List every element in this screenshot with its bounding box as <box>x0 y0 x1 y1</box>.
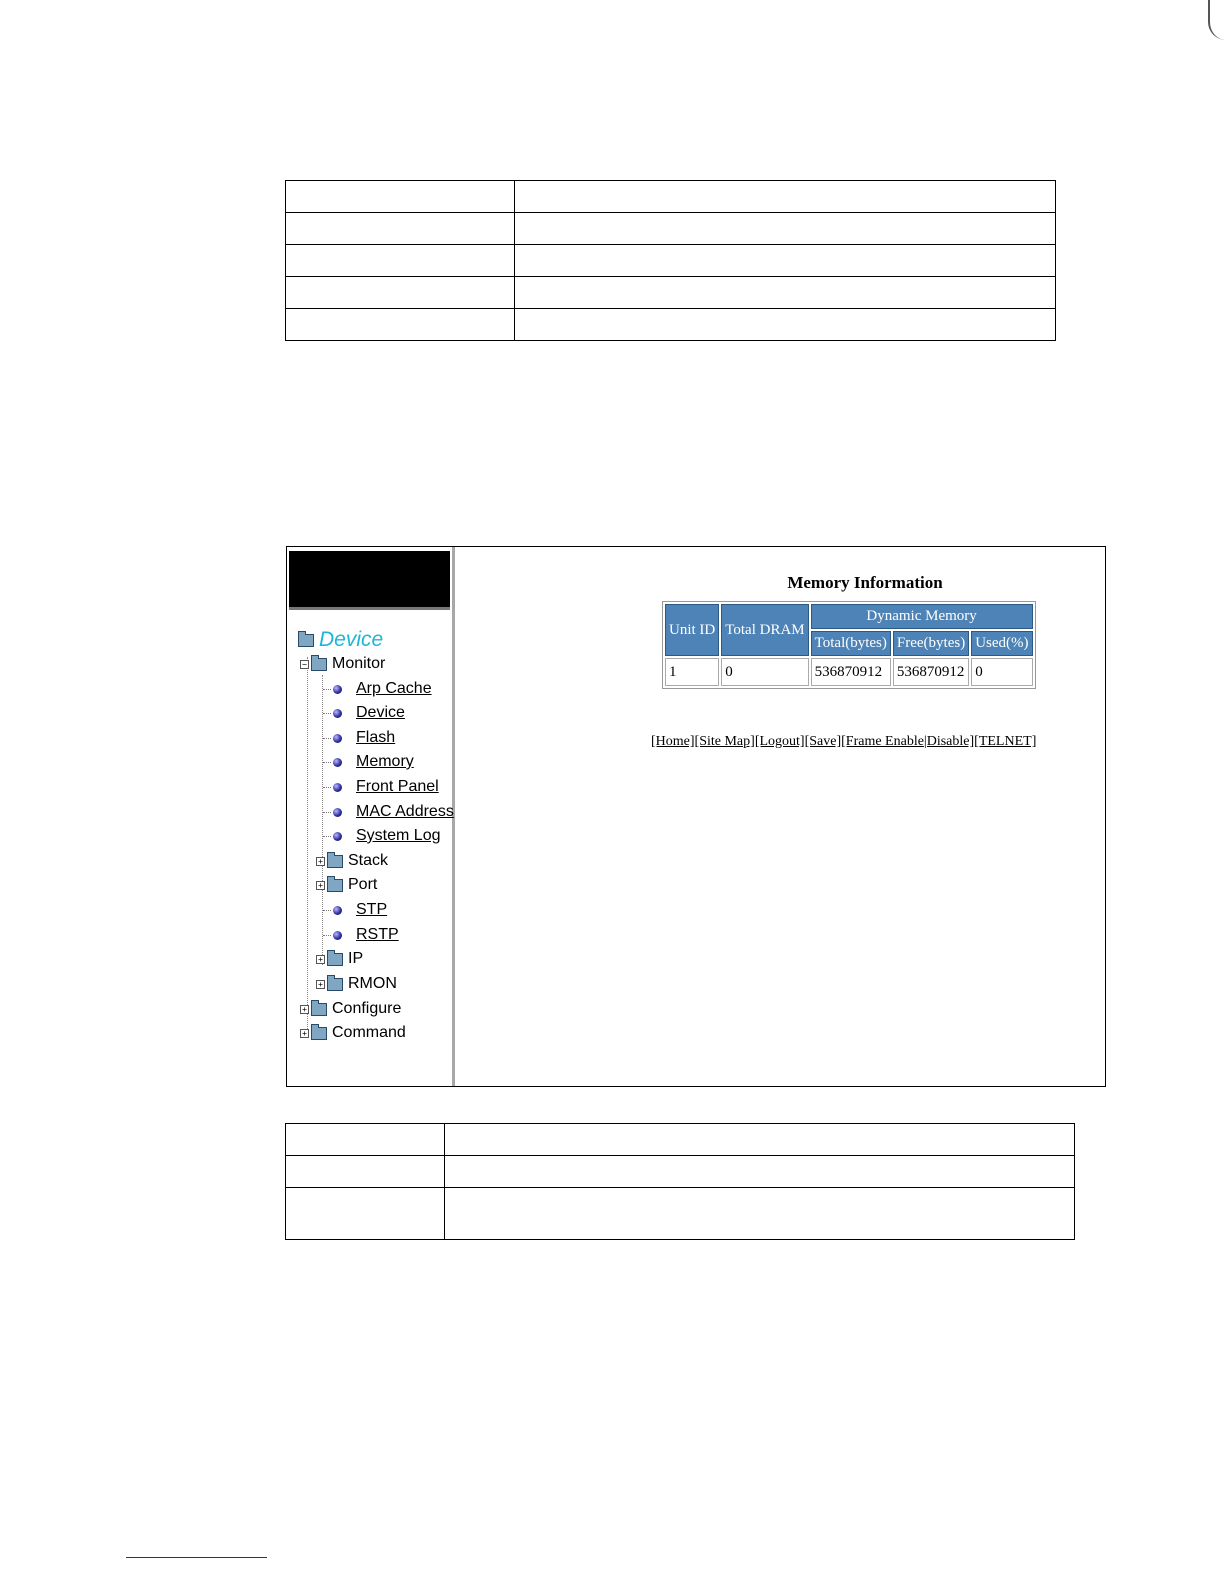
table-row <box>286 181 1056 213</box>
table-header-row <box>665 631 1033 656</box>
cell-unit-id: 1 <box>665 658 719 686</box>
tree-item-link[interactable]: Memory <box>356 753 414 770</box>
table-header-row <box>665 604 1033 629</box>
expand-icon[interactable]: + <box>316 857 325 866</box>
table-row <box>286 245 1056 277</box>
page-bullet-icon <box>333 808 342 817</box>
tree-item-device[interactable] <box>323 702 405 724</box>
tree-folder-monitor[interactable] <box>300 653 385 675</box>
page-bullet-icon <box>333 685 342 694</box>
tree-folder-rmon[interactable] <box>316 973 397 995</box>
frame-disable-link[interactable]: |Disable] <box>923 734 975 749</box>
cell-free-bytes: 536870912 <box>893 658 969 686</box>
page-bullet-icon <box>333 709 342 718</box>
page-bullet-icon <box>333 931 342 940</box>
bottom-empty-table <box>285 1123 1075 1240</box>
expand-icon[interactable]: + <box>300 1029 309 1038</box>
page-bullet-icon <box>333 832 342 841</box>
tree-folder-label: RMON <box>348 975 397 992</box>
cell-total-bytes: 536870912 <box>811 658 891 686</box>
tree-item-link[interactable]: Front Panel <box>356 778 439 795</box>
tree-folder-label: Command <box>332 1024 406 1041</box>
folder-open-icon <box>311 658 327 671</box>
folder-icon <box>311 1027 327 1040</box>
tree-item-link[interactable]: Device <box>356 704 405 721</box>
tree-item-flash[interactable] <box>323 727 395 749</box>
footnote-rule <box>126 1557 267 1558</box>
expand-icon[interactable]: + <box>316 881 325 890</box>
tree-item-memory[interactable] <box>323 751 414 773</box>
tree-item-front-panel[interactable] <box>323 776 439 798</box>
tree-folder-label: Monitor <box>332 655 386 672</box>
folder-icon <box>327 879 343 892</box>
tree-folder-label: Configure <box>332 1000 402 1017</box>
tree-folder-stack[interactable] <box>316 850 388 872</box>
tree-item-link[interactable]: Flash <box>356 729 396 746</box>
table-row <box>286 1124 1075 1156</box>
table-row <box>286 309 1056 341</box>
tree-item-mac-address[interactable] <box>323 801 454 823</box>
table-row <box>286 1188 1075 1240</box>
header-dynamic-memory: Dynamic Memory <box>811 604 1033 629</box>
page-bullet-icon <box>333 758 342 767</box>
tree-item-rstp[interactable] <box>323 924 399 946</box>
table-row <box>286 277 1056 309</box>
expand-icon[interactable]: + <box>316 955 325 964</box>
tree-folder-configure[interactable] <box>300 998 401 1020</box>
navigation-tree-pane <box>287 547 455 1086</box>
tree-root-label: Device <box>319 628 384 651</box>
folder-open-icon <box>298 634 314 647</box>
telnet-link[interactable]: [TELNET] <box>974 734 1037 749</box>
header-used-pct: Used(%) <box>971 631 1032 656</box>
tree-item-arp-cache[interactable] <box>323 678 432 700</box>
site-map-link[interactable]: [Site Map] <box>694 734 755 749</box>
header-unit-id: Unit ID <box>665 604 719 656</box>
memory-table <box>662 601 1036 689</box>
table-row <box>286 213 1056 245</box>
cell-used-pct: 0 <box>971 658 1032 686</box>
page-title: Memory Information <box>787 573 943 592</box>
table-row <box>665 658 1033 686</box>
cell-total-dram: 0 <box>721 658 808 686</box>
folder-icon <box>311 1003 327 1016</box>
page-bullet-icon <box>333 906 342 915</box>
tree-folder-port[interactable] <box>316 874 377 896</box>
expand-icon[interactable]: + <box>300 1005 309 1014</box>
collapse-icon[interactable]: − <box>300 660 309 669</box>
tree-item-link[interactable]: Arp Cache <box>356 680 432 697</box>
tree-folder-label: Port <box>348 876 378 893</box>
page-corner-edge <box>1208 0 1224 40</box>
header-total-bytes: Total(bytes) <box>811 631 891 656</box>
frame-enable-link[interactable]: [Frame Enable <box>841 734 924 749</box>
content-pane <box>455 547 1105 1086</box>
header-free-bytes: Free(bytes) <box>893 631 969 656</box>
tree-folder-label: IP <box>348 950 364 967</box>
folder-icon <box>327 855 343 868</box>
logo-banner <box>289 551 450 610</box>
tree-connector <box>307 657 308 1035</box>
table-row <box>286 1156 1075 1188</box>
folder-icon <box>327 978 343 991</box>
save-link[interactable]: [Save] <box>804 734 842 749</box>
tree-item-system-log[interactable] <box>323 825 440 847</box>
header-total-dram: Total DRAM <box>721 604 808 656</box>
page-bullet-icon <box>333 783 342 792</box>
tree-item-link[interactable]: RSTP <box>356 926 399 943</box>
folder-icon <box>327 953 343 966</box>
tree-folder-label: Stack <box>348 852 389 869</box>
top-empty-table <box>285 180 1056 341</box>
tree-item-stp[interactable] <box>323 899 387 921</box>
page-bullet-icon <box>333 734 342 743</box>
logout-link[interactable]: [Logout] <box>754 734 805 749</box>
tree-item-link[interactable]: MAC Address <box>356 803 454 820</box>
tree-item-link[interactable]: System Log <box>356 827 441 844</box>
tree-folder-ip[interactable] <box>316 948 363 970</box>
tree-item-link[interactable]: STP <box>356 901 388 918</box>
tree-root-device[interactable] <box>298 629 383 651</box>
tree-folder-command[interactable] <box>300 1022 406 1044</box>
browser-screenshot-frame <box>286 546 1106 1087</box>
home-link[interactable]: [Home] <box>651 734 695 749</box>
footer-links <box>651 734 1036 750</box>
expand-icon[interactable]: + <box>316 980 325 989</box>
